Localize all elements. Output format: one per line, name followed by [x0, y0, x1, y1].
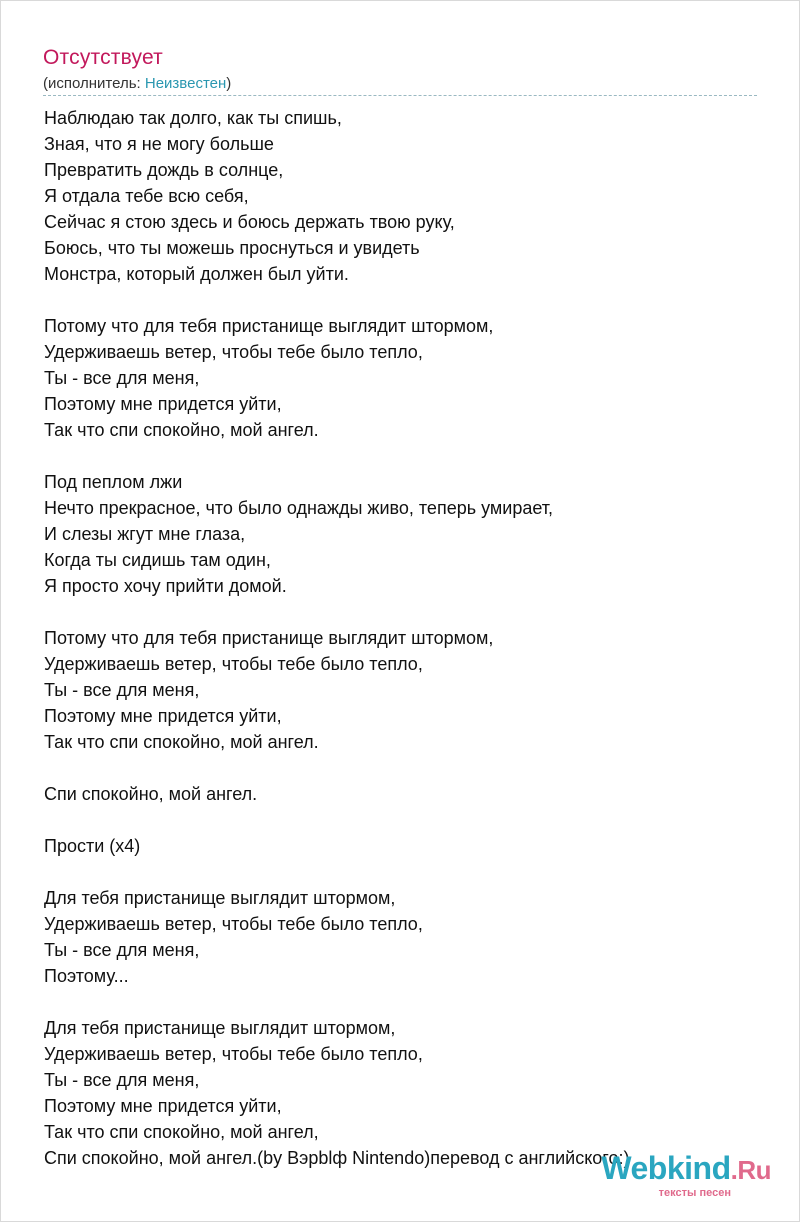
lyric-line: Зная, что я не могу больше — [44, 134, 274, 154]
lyric-line: Поэтому мне придется уйти, — [44, 1096, 282, 1116]
logo-tld: .Ru — [730, 1155, 771, 1185]
logo-tagline: тексты песен — [658, 1187, 731, 1199]
lyric-line: Боюсь, что ты можешь проснуться и увидеть — [44, 238, 420, 258]
lyric-line: Удерживаешь ветер, чтобы тебе было тепло, — [44, 654, 423, 674]
lyric-line: Ты - все для меня, — [44, 680, 200, 700]
lyric-line: Поэтому мне придется уйти, — [44, 394, 282, 414]
stanza-break — [44, 287, 764, 313]
lyrics-text — [44, 105, 764, 1171]
logo-brand: Webkind — [601, 1150, 731, 1186]
artist-close: ) — [226, 75, 232, 92]
stanza-break — [44, 989, 764, 1015]
lyric-line: Поэтому мне придется уйти, — [44, 706, 282, 726]
site-logo — [581, 1151, 771, 1199]
lyric-line: Спи спокойно, мой ангел.(by Вэрblф Nintendo)перевод с английского:) — [44, 1148, 630, 1168]
lyric-line: Поэтому... — [44, 966, 129, 986]
lyric-line: Так что спи спокойно, мой ангел, — [44, 1122, 319, 1142]
lyric-line: Так что спи спокойно, мой ангел. — [44, 732, 319, 752]
lyric-line: Потому что для тебя пристанище выглядит штормом, — [44, 316, 494, 336]
lyric-line: Монстра, который должен был уйти. — [44, 264, 349, 284]
stanza-break — [44, 755, 764, 781]
stanza-break — [44, 443, 764, 469]
lyric-line: Под пеплом лжи — [44, 472, 183, 492]
lyric-line: Для тебя пристанище выглядит штормом, — [44, 888, 396, 908]
lyric-line: Спи спокойно, мой ангел. — [44, 784, 258, 804]
lyric-line: Превратить дождь в солнце, — [44, 160, 284, 180]
song-header — [43, 45, 757, 93]
lyric-line: Потому что для тебя пристанище выглядит штормом, — [44, 628, 494, 648]
lyric-line: Для тебя пристанище выглядит штормом, — [44, 1018, 396, 1038]
lyric-line: Нечто прекрасное, что было однажды живо, теперь умирает, — [44, 498, 554, 518]
lyric-line: Удерживаешь ветер, чтобы тебе было тепло, — [44, 914, 423, 934]
artist-link[interactable]: Неизвестен — [144, 75, 227, 92]
lyric-line: Я просто хочу прийти домой. — [44, 576, 287, 596]
lyric-line: Сейчас я стою здесь и боюсь держать твою руку, — [44, 212, 455, 232]
lyric-line: Ты - все для меня, — [44, 368, 200, 388]
lyric-line: И слезы жгут мне глаза, — [44, 524, 246, 544]
artist-label: (исполнитель: — [43, 75, 145, 92]
artist-line — [43, 75, 757, 93]
song-title: Отсутствует — [43, 46, 163, 69]
logo-wordmark — [581, 1151, 771, 1187]
lyric-line: Наблюдаю так долго, как ты спишь, — [44, 108, 342, 128]
lyric-line: Так что спи спокойно, мой ангел. — [44, 420, 319, 440]
lyric-line: Когда ты сидишь там один, — [44, 550, 271, 570]
lyric-line: Ты - все для меня, — [44, 940, 200, 960]
lyric-line: Удерживаешь ветер, чтобы тебе было тепло, — [44, 342, 423, 362]
lyric-line: Удерживаешь ветер, чтобы тебе было тепло, — [44, 1044, 423, 1064]
stanza-break — [44, 859, 764, 885]
stanza-break — [44, 599, 764, 625]
stanza-break — [44, 807, 764, 833]
header-divider — [43, 95, 757, 96]
lyric-line: Я отдала тебе всю себя, — [44, 186, 249, 206]
lyric-line: Прости (x4) — [44, 836, 141, 856]
lyric-line: Ты - все для меня, — [44, 1070, 200, 1090]
